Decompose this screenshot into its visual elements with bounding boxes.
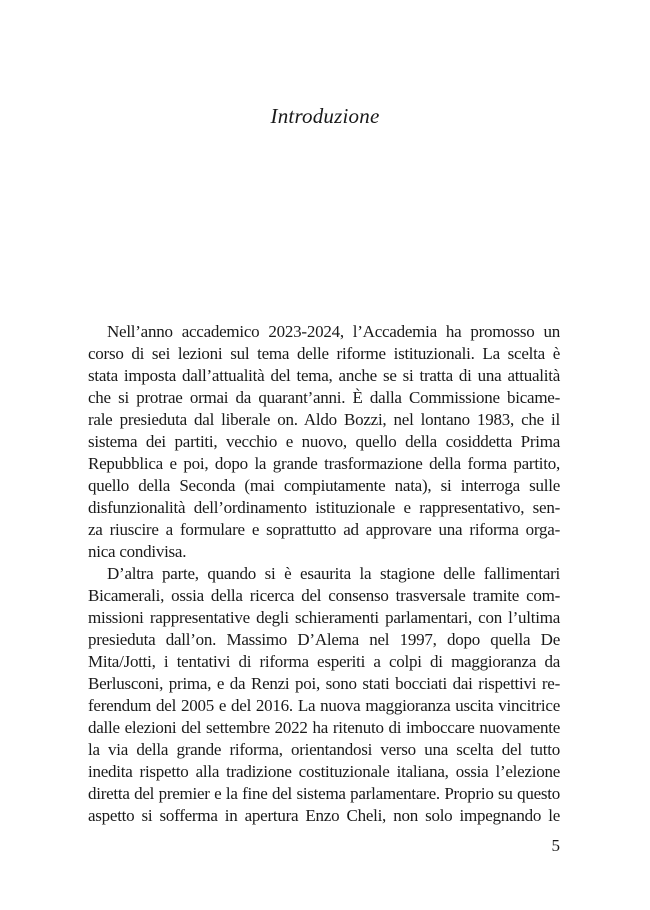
text-line: Berlusconi, prima, e da Renzi poi, sono stati bocciati dai rispettivi re-	[88, 674, 560, 693]
page-number: 5	[551, 836, 560, 855]
text-line: inedita rispetto alla tradizione costituzionale italiana, ossia l’elezione	[88, 762, 560, 781]
text-line: D’altra parte, quando si è esaurita la stagione delle fallimentari	[107, 564, 560, 583]
text-line: missioni rappresentative degli schieramenti parlamentari, con l’ultima	[88, 608, 560, 627]
text-line: Mita/Jotti, i tentativi di riforma esperiti a colpi di maggioranza da	[88, 652, 560, 671]
text-line: che si protrae ormai da quarant’anni. È dalla Commissione bicame-	[88, 388, 560, 407]
text-line: ferendum del 2005 e del 2016. La nuova maggioranza uscita vincitrice	[88, 696, 560, 715]
body-text	[88, 321, 560, 827]
text-line: la via della grande riforma, orientandosi verso una scelta del tutto	[88, 740, 560, 759]
text-line: dalle elezioni del settembre 2022 ha ritenuto di imboccare nuovamente	[88, 718, 560, 737]
text-line: sistema dei partiti, vecchio e nuovo, quello della cosiddetta Prima	[88, 432, 560, 451]
text-line: Repubblica e poi, dopo la grande trasformazione della forma partito,	[88, 454, 560, 473]
text-line: stata imposta dall’attualità del tema, anche se si tratta di una attualità	[88, 366, 560, 385]
text-line: Nell’anno accademico 2023-2024, l’Accademia ha promosso un	[107, 322, 560, 341]
text-line: corso di sei lezioni sul tema delle riforme istituzionali. La scelta è	[88, 344, 560, 363]
chapter-title: Introduzione	[270, 104, 380, 128]
text-line: za riuscire a formulare e soprattutto ad approvare una riforma orga-	[88, 520, 560, 539]
text-line: nica condivisa.	[88, 542, 187, 561]
text-line: aspetto si sofferma in apertura Enzo Cheli, non solo impegnando le	[88, 806, 560, 825]
text-line: quello della Seconda (mai compiutamente nata), si interroga sulle	[88, 476, 560, 495]
text-line: Bicamerali, ossia della ricerca del consenso trasversale tramite com-	[88, 586, 560, 605]
text-line: diretta del premier e la fine del sistema parlamentare. Proprio su questo	[88, 784, 560, 803]
text-line: disfunzionalità dell’ordinamento istituzionale e rappresentativo, sen-	[88, 498, 560, 517]
text-line: rale presieduta dal liberale on. Aldo Bozzi, nel lontano 1983, che il	[88, 410, 560, 429]
text-line: presieduta dall’on. Massimo D’Alema nel 1997, dopo quella De	[88, 630, 560, 649]
